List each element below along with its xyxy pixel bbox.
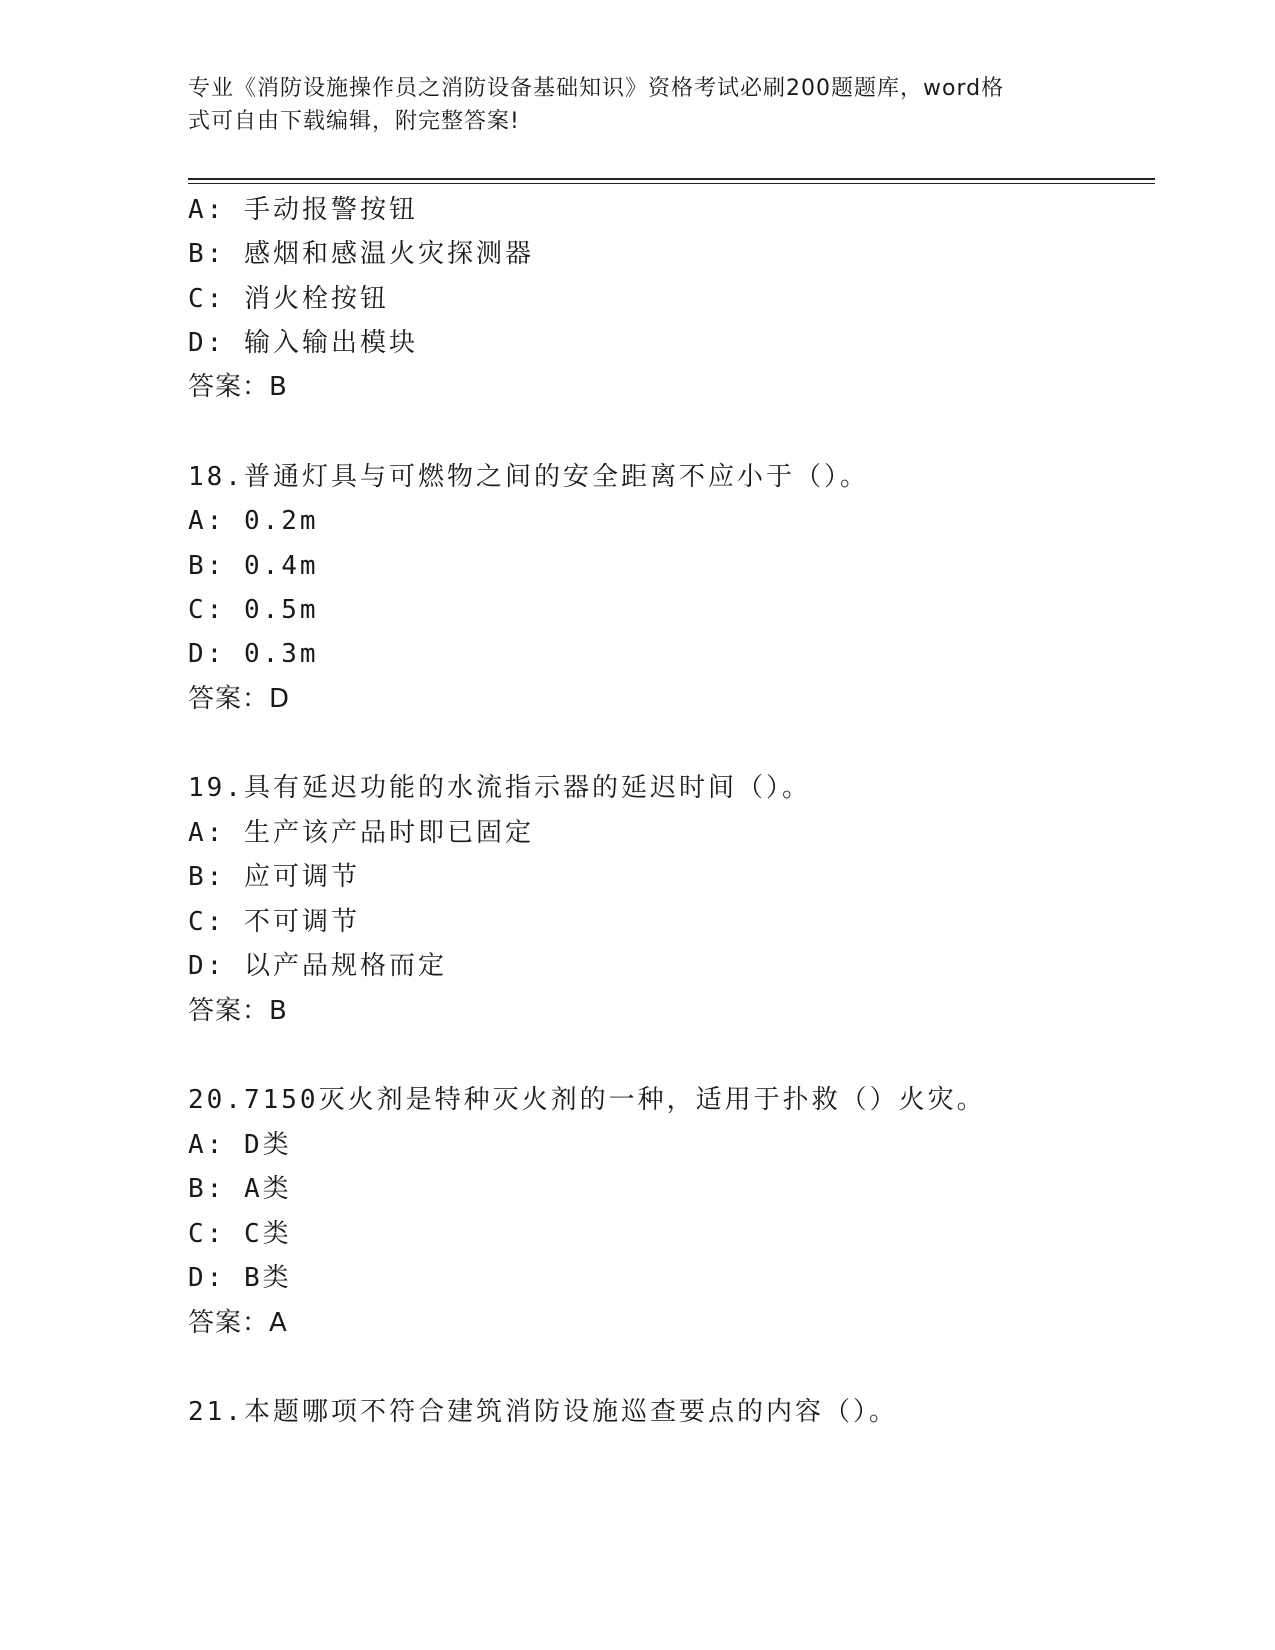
- q20-answer: 答案：A: [188, 1308, 288, 1338]
- q18-question: 18.普通灯具与可燃物之间的安全距离不应小于（）。: [188, 462, 869, 492]
- q18-answer: 答案：D: [188, 684, 291, 714]
- q17-option-b: B: 感烟和感温火灾探测器: [188, 239, 534, 269]
- document-header: [188, 72, 1088, 138]
- q20-option-a: A: D类: [188, 1130, 292, 1160]
- q17-answer: 答案：B: [188, 372, 288, 402]
- q20-question: 20.7150灭火剂是特种灭火剂的一种，适用于扑救（）火灾。: [188, 1085, 986, 1115]
- q20-option-b: B: A类: [188, 1174, 292, 1204]
- q18-option-b: B: 0.4m: [188, 551, 319, 581]
- q17-option-c: C: 消火栓按钮: [188, 284, 389, 314]
- header-divider-thick: [188, 178, 1155, 180]
- q17-option-a: A: 手动报警按钮: [188, 195, 418, 225]
- q19-question: 19.具有延迟功能的水流指示器的延迟时间（）。: [188, 773, 811, 803]
- q21-question: 21.本题哪项不符合建筑消防设施巡查要点的内容（）。: [188, 1397, 898, 1427]
- q18-option-a: A: 0.2m: [188, 506, 319, 536]
- q19-answer: 答案：B: [188, 996, 288, 1026]
- q19-option-d: D: 以产品规格而定: [188, 951, 447, 981]
- header-line-2: 式可自由下载编辑，附完整答案!: [188, 109, 520, 134]
- header-divider-thin: [188, 183, 1155, 184]
- q19-option-c: C: 不可调节: [188, 907, 360, 937]
- q18-option-c: C: 0.5m: [188, 595, 319, 625]
- q18-option-d: D: 0.3m: [188, 639, 319, 669]
- q20-option-d: D: B类: [188, 1263, 292, 1293]
- q20-option-c: C: C类: [188, 1219, 292, 1249]
- header-line-1: 专业《消防设施操作员之消防设备基础知识》资格考试必刷200题题库，word格: [188, 76, 1005, 101]
- q17-option-d: D: 输入输出模块: [188, 328, 418, 358]
- q19-option-a: A: 生产该产品时即已固定: [188, 818, 534, 848]
- q19-option-b: B: 应可调节: [188, 862, 360, 892]
